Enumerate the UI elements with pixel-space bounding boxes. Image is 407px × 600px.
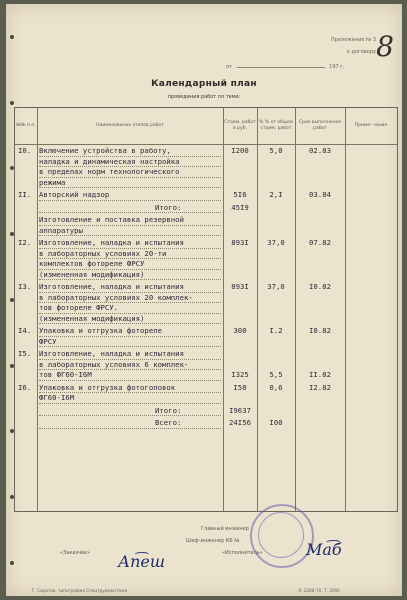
document-title: Календарный план	[151, 79, 257, 89]
customer-signature: Ап͡еш	[118, 552, 166, 571]
stage-description-line: в лабораторных условиях 20 комплек-	[39, 292, 193, 302]
document-subtitle: проведения работ по теме:	[167, 94, 241, 100]
row-number: I6.	[18, 382, 32, 392]
printer-code: Л. 2288-70. Т. 2000	[298, 588, 340, 593]
stage-description-line: Изготовление, наладка и испытания	[39, 282, 184, 291]
appendix-contract: к договору	[347, 49, 376, 55]
stage-description-line: комплектов фотореле ФРСУ	[39, 259, 145, 268]
ruled-line	[39, 428, 221, 429]
stage-description-line: Итого:	[155, 202, 182, 212]
ruled-line	[39, 279, 221, 280]
stage-term: I0.82	[309, 282, 331, 291]
row-number: I2.	[18, 238, 32, 247]
contractor-label: «Исполнитель»	[222, 550, 263, 556]
stage-cost: 893I	[231, 282, 249, 291]
printer-note: Г. Саратов, типография Спецтрудмонтажа	[32, 588, 128, 593]
ruled-line	[39, 336, 221, 337]
col-header-term: Срок выполнения работ	[299, 120, 341, 131]
stage-term: 03.84	[309, 190, 331, 199]
col-header-number: №№ п.п.	[16, 123, 36, 128]
stage-description-line: Изготовление, наладка и испытания	[39, 349, 184, 358]
stage-percent: I.2	[269, 326, 283, 335]
stage-cost: 300	[233, 326, 247, 335]
customer-label: «Заказчик»	[60, 550, 91, 556]
stage-percent: 0,6	[269, 382, 283, 392]
stage-cost: 893I	[231, 238, 249, 247]
stage-description-line: Упаковка и отгрузка фотоголовок	[39, 382, 176, 392]
stage-percent: 5,0	[269, 146, 283, 155]
appendix-number: Приложение № 3	[330, 37, 376, 43]
date-line	[226, 64, 345, 70]
stage-percent: 37,0	[267, 238, 285, 247]
stage-percent: 37,0	[267, 282, 285, 291]
stage-description-line: (измененная модификация)	[39, 269, 145, 279]
stage-description-line: режима	[39, 177, 66, 187]
ruled-line	[39, 235, 221, 236]
stage-description-line: ФГ60-I6М	[39, 393, 75, 402]
col-header-percent: % % от общей стоим. работ	[259, 120, 293, 131]
stage-description-line: тов ФГ60-I6М	[39, 370, 92, 379]
row-number: I4.	[18, 326, 32, 335]
stage-description-line: в лабораторных условиях 6 комплек-	[39, 359, 189, 369]
col-header-note: Приме- чание	[354, 123, 388, 128]
handwritten-number: 8	[376, 30, 394, 63]
stage-description-line: наладка и динамическая настройка	[39, 156, 180, 166]
ruled-line	[39, 415, 221, 416]
stage-description-line: Авторский надзор	[39, 190, 110, 199]
schedule-table	[14, 107, 398, 512]
year-suffix: 197 г.	[329, 64, 345, 70]
stage-description-line: Включение устройства в работу,	[39, 146, 171, 155]
round-stamp-inner	[258, 512, 304, 558]
row-number: II.	[18, 190, 32, 199]
contractor-signature: Ма͡б	[306, 540, 342, 559]
stage-term: 07.82	[309, 238, 331, 247]
stage-description-line: Всего:	[155, 418, 182, 427]
stage-cost: 24I56	[229, 418, 251, 427]
row-number: I0.	[18, 146, 32, 155]
stage-description-line: Итого:	[155, 405, 182, 415]
stage-description-line: Упаковка и отгрузка фотореле	[39, 326, 163, 335]
col-header-cost: Стоим. работ в руб.	[224, 120, 256, 131]
row-number: I3.	[18, 282, 32, 291]
stage-term: I2.82	[309, 382, 331, 392]
stage-term: II.82	[309, 370, 331, 379]
stage-cost: I50	[233, 382, 247, 392]
ruled-line	[39, 323, 221, 324]
stage-description-line: Изготовление и поставка резервной	[39, 215, 184, 224]
chief-engineer-label: Главный инженер	[201, 526, 249, 532]
ruled-line	[39, 380, 221, 381]
col-header-stage: Наименование этапов работ	[96, 123, 164, 128]
appendix-label	[331, 34, 376, 58]
row-number: I5.	[18, 349, 32, 358]
stage-cost: I200	[231, 146, 249, 155]
ruled-line	[39, 403, 221, 404]
ruled-line	[39, 346, 221, 347]
stage-description-line: в пределах норм технологического	[39, 167, 180, 176]
document-page	[6, 4, 402, 596]
ruled-line	[39, 187, 221, 188]
stage-cost: I325	[231, 370, 249, 379]
binding-holes	[10, 4, 13, 596]
stage-description-line: Изготовление, наладка и испытания	[39, 238, 184, 247]
stage-percent: 2,I	[269, 190, 283, 199]
stage-percent: I00	[269, 418, 283, 427]
date-prefix: от	[226, 64, 232, 70]
ruled-line	[39, 212, 221, 213]
stage-cost: I9637	[229, 405, 251, 415]
stage-cost: 45I9	[231, 202, 249, 212]
stage-description-line: аппаратуры	[39, 225, 83, 235]
ruled-line	[39, 177, 221, 178]
stage-term: I0.82	[309, 326, 331, 335]
stage-term: 02.83	[309, 146, 331, 155]
stage-description-line: ФРСУ	[39, 336, 57, 346]
ruled-line	[39, 200, 221, 201]
stage-cost: 5I6	[233, 190, 247, 199]
chief-engineer-kb-label: Шеф-инженер КБ №	[186, 538, 240, 544]
stage-description-line: (измененная модификация)	[39, 313, 145, 323]
stage-description-line: тов фотореле ФРСУ.	[39, 303, 119, 312]
stage-percent: 5,5	[269, 370, 283, 379]
stage-description-line: в лабораторных условиях 20-ти	[39, 248, 167, 258]
